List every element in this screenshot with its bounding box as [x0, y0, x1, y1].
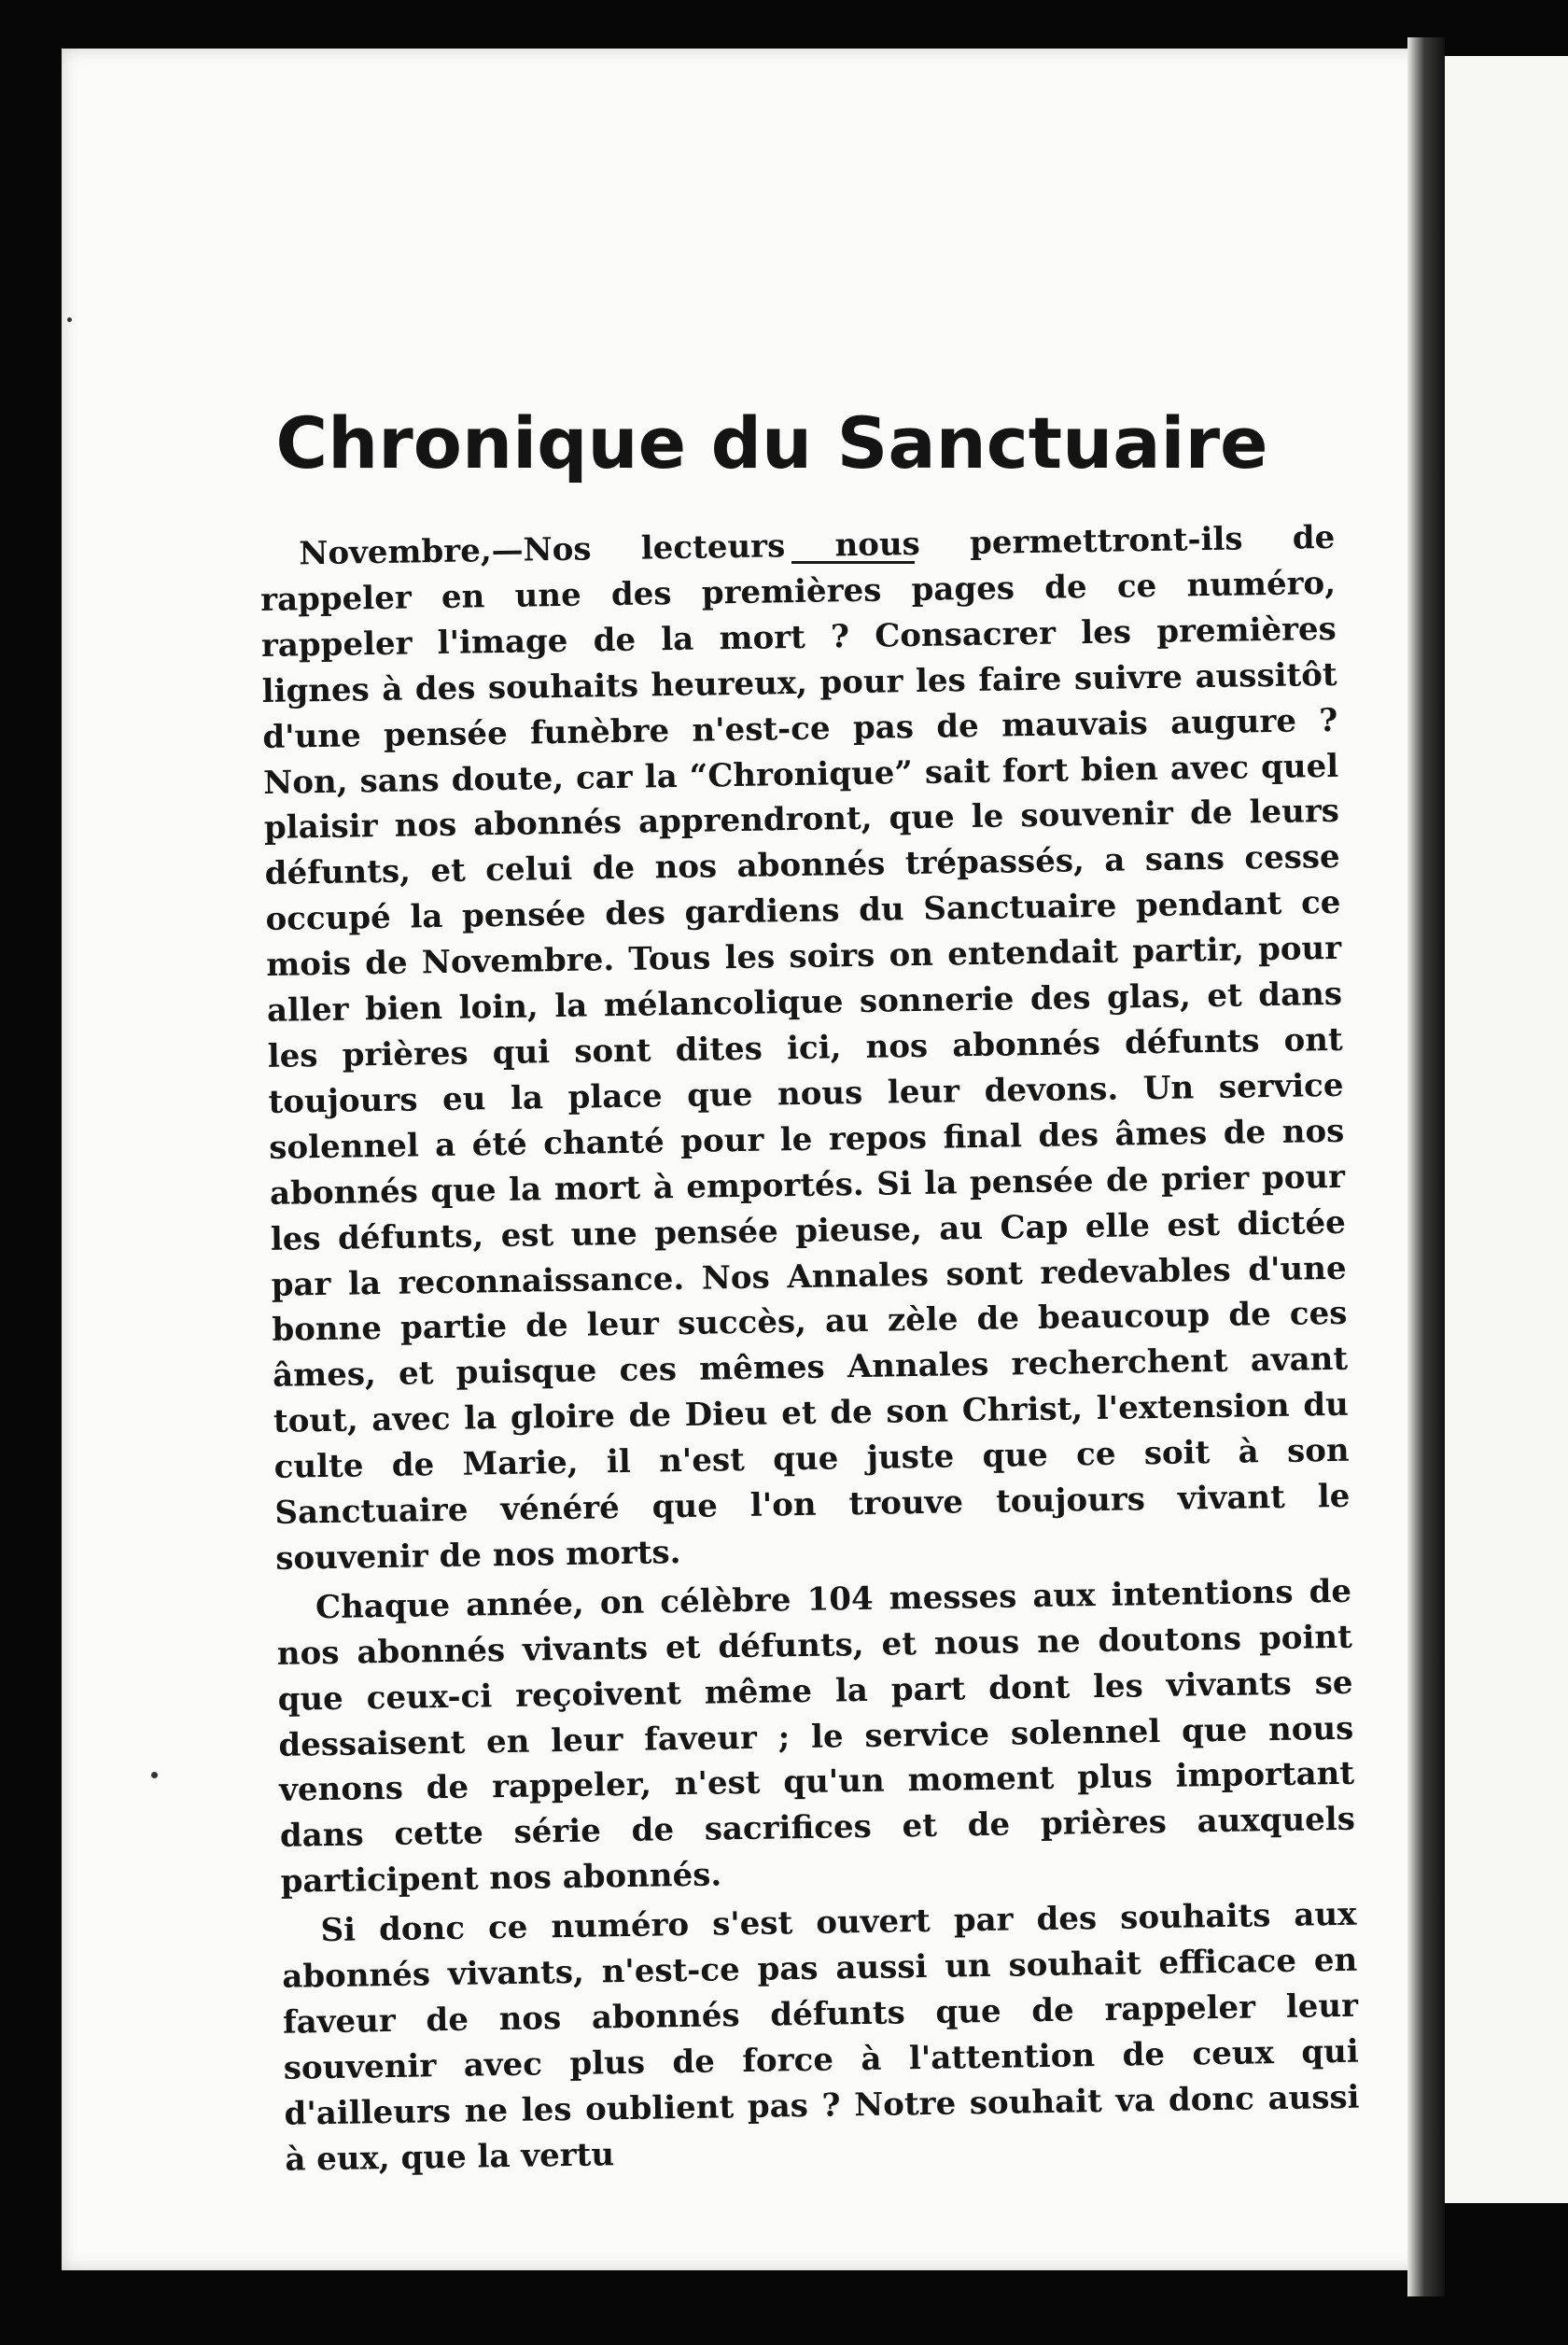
- paragraph-2: Chaque année, on célèbre 104 messes aux intentions de nos abonnés vivants et défunts, et nous ne doutons point que ceux-ci reçoivent même la part dont les vivants se dessaisent en leur faveur ; le service solennel que nous venons de rappeler, n'est qu'un moment plus important dans cette série de sacrifices et de prières auxquels participent nos abonnés.: [276, 1572, 1356, 1902]
- page-title: Chronique du Sanctuaire: [275, 401, 1268, 484]
- paragraph-3: Si donc ce numéro s'est ouvert par des souhaits aux abonnés vivants, n'est-ce pas aussi un souhait efficace en faveur de nos abonnés défunts que de rappeler leur souvenir avec plus de force à l'attention de ceux qui d'ailleurs ne les oublient pas ? Notre souhait va donc aussi à eux, que la vertu: [282, 1895, 1360, 2179]
- book-gutter: [1407, 37, 1445, 2296]
- right-page: [1445, 56, 1568, 2203]
- ink-speck: [67, 317, 72, 322]
- article-body: [259, 515, 1361, 2187]
- ink-speck: [151, 1772, 158, 1778]
- paragraph-1: Novembre,—Nos lecteurs nous permettront-ils de rappeler en une des premières pages de ce numéro, rappeler l'image de la mort ? Consacrer les premières lignes à des souhaits heureux, pour les faire suivre aussitôt d'une pensée funèbre n'est-ce pas de mauvais augure ? Non, sans doute, car la “Chronique” sait fort bien avec quel plaisir nos abonnés apprendront, que le souvenir de leurs défunts, et celui de nos abonnés trépassés, a sans cesse occupé la pensée des gardiens du Sanctuaire pendant ce mois de Novembre. Tous les soirs on entendait partir, pour aller bien loin, la mélancolique sonnerie des glas, et dans les prières qui sont dites ici, nos abonnés défunts ont toujours eu la place que nous leur devons. Un service solennel a été chanté pour le repos final des âmes de nos abonnés que la mort à emportés. Si la pensée de prier pour les défunts, est une pensée pieuse, au Cap elle est dictée par la reconnaissance. Nos Annales sont redevables d'une bonne partie de leur succès, au zèle de beaucoup de ces âmes, et puisque ces mêmes Annales recherchent avant tout, avec la gloire de Dieu et de son Christ, l'extension du culte de Marie, il n'est que juste que ce soit à son Sanctuaire vénéré que l'on trouve toujours vivant le souvenir de nos morts.: [259, 518, 1351, 1578]
